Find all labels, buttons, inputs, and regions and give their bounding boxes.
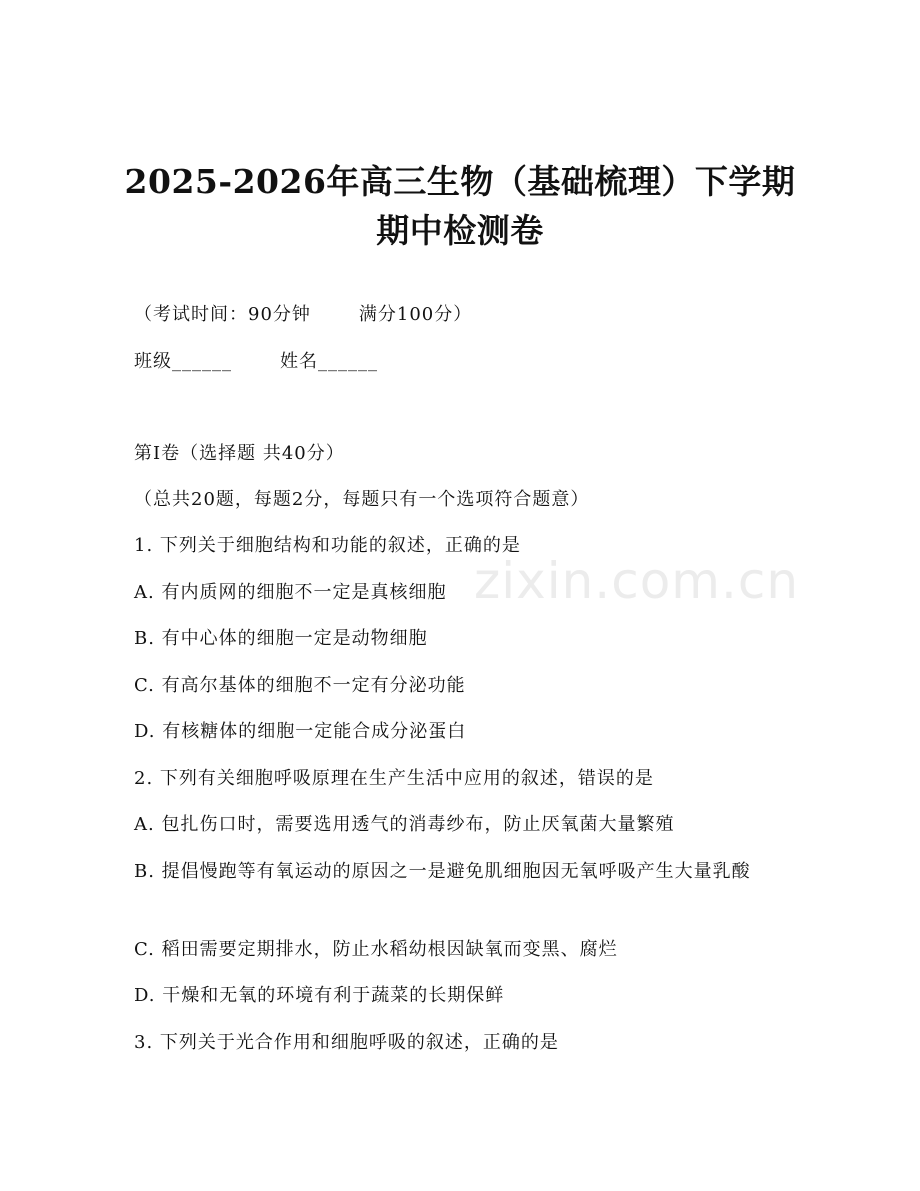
question-1-stem: 1. 下列关于细胞结构和功能的叙述，正确的是	[134, 535, 521, 556]
watermark-text: zixin.com.cn	[474, 552, 800, 610]
document-title-line-2: 期中检测卷	[376, 211, 544, 250]
question-1-option-b: B. 有中心体的细胞一定是动物细胞	[134, 628, 428, 649]
question-1-option-a: A. 有内质网的细胞不一定是真核细胞	[134, 582, 447, 603]
section-instructions: （总共20题，每题2分，每题只有一个选项符合题意）	[134, 489, 590, 510]
question-2-option-d: D. 干燥和无氧的环境有利于蔬菜的长期保鲜	[134, 985, 505, 1006]
full-score-text: 满分100分）	[358, 304, 473, 325]
question-3-stem: 3. 下列关于光合作用和细胞呼吸的叙述，正确的是	[134, 1032, 559, 1053]
exam-time-text: （考试时间：90分钟	[134, 304, 311, 325]
question-2-option-a: A. 包扎伤口时，需要选用透气的消毒纱布，防止厌氧菌大量繁殖	[134, 814, 675, 835]
question-2-option-b: B. 提倡慢跑等有氧运动的原因之一是避免肌细胞因无氧呼吸产生大量乳酸	[134, 861, 751, 882]
exam-time-info	[134, 302, 472, 328]
student-info	[134, 349, 378, 375]
name-field-label: 姓名______	[280, 351, 378, 372]
question-1-option-c: C. 有高尔基体的细胞不一定有分泌功能	[134, 675, 466, 696]
class-field-label: 班级______	[134, 351, 232, 372]
question-2-option-c: C. 稻田需要定期排水，防止水稻幼根因缺氧而变黑、腐烂	[134, 939, 618, 960]
document-title-line-1: 2025-2026年高三生物（基础梳理）下学期	[124, 162, 796, 201]
question-1-option-d: D. 有核糖体的细胞一定能合成分泌蛋白	[134, 721, 467, 742]
section-heading: 第Ⅰ卷（选择题 共40分）	[134, 443, 345, 464]
question-2-stem: 2. 下列有关细胞呼吸原理在生产生活中应用的叙述，错误的是	[134, 768, 654, 789]
